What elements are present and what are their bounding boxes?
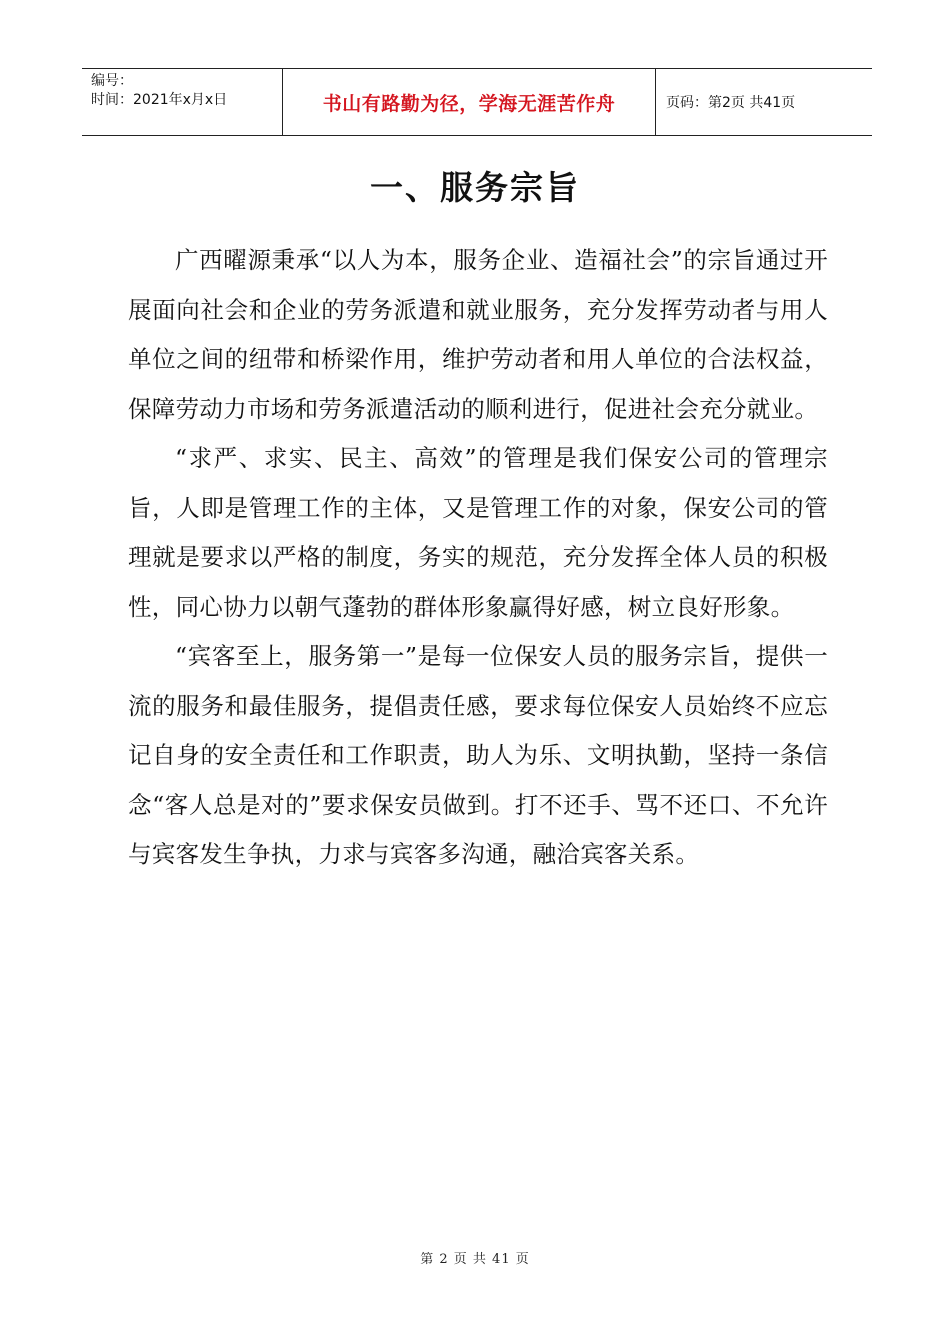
header-page-cell — [656, 69, 872, 135]
document-time-label: 时间：2021年x月x日 — [91, 92, 228, 108]
page-header — [82, 68, 872, 136]
header-page-info: 页码：第2页 共41页 — [666, 95, 796, 111]
page-footer: 第 2 页 共 41 页 — [420, 1252, 530, 1267]
paragraph-mission: 广西曜源秉承“以人为本，服务企业、造福社会”的宗旨通过开展面向社会和企业的劳务派遣和就业服务，充分发挥劳动者与用人单位之间的纽带和桥梁作用，维护劳动者和用人单位的合法权益，保障劳动力市场和劳务派遣活动的顺利进行，促进社会充分就业。 — [128, 246, 828, 423]
paragraph-guest-service: “宾客至上，服务第一”是每一位保安人员的服务宗旨，提供一流的服务和最佳服务，提倡责任感，要求每位保安人员始终不应忘记自身的安全责任和工作职责，助人为乐、文明执勤，坚持一条信念“客人总是对的”要求保安员做到。打不还手、骂不还口、不允许与宾客发生争执，力求与宾客多沟通，融洽宾客关系。 — [128, 642, 828, 868]
document-number-label: 编号： — [91, 73, 133, 89]
paragraph-management: “求严、求实、民主、高效”的管理是我们保安公司的管理宗旨，人即是管理工作的主体，又是管理工作的对象，保安公司的管理就是要求以严格的制度，务实的规范，充分发挥全体人员的积极性，同心协力以朝气蓬勃的群体形象赢得好感，树立良好形象。 — [128, 444, 828, 621]
header-meta-cell — [82, 69, 283, 135]
section-title: 一、服务宗旨 — [370, 168, 580, 207]
document-body — [128, 236, 828, 880]
header-motto-cell — [283, 69, 656, 135]
header-motto: 书山有路勤为径，学海无涯苦作舟 — [322, 92, 616, 115]
